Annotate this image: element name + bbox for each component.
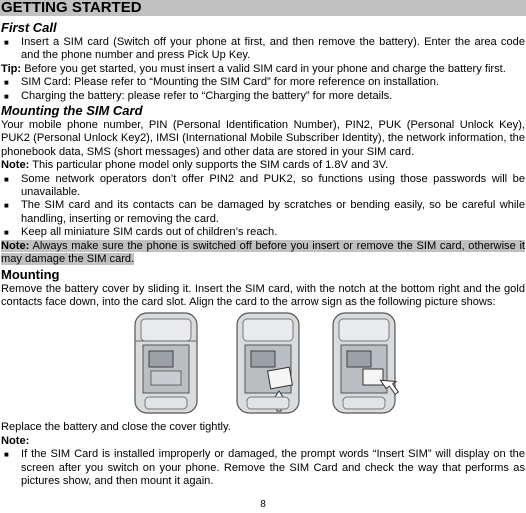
phone-sim-mounted-illustration	[327, 311, 407, 417]
bullet-icon: ■	[4, 38, 9, 47]
first-call-list	[1, 36, 525, 63]
sim-voltage-note: Note: This particular phone model only supports the SIM cards of 1.8V and 3V.	[1, 159, 389, 172]
mounting-heading: Mounting	[1, 266, 60, 282]
sim-caution-list	[1, 173, 525, 240]
list-item: ■ Some network operators don’t offer PIN2 and PUK2, so functions using those passwords will be unavailable.	[4, 172, 525, 199]
mounting-paragraph: Remove the battery cover by sliding it. Insert the SIM card, with the notch at the bottom right and the gold contacts face down, into the card slot. Align the card to the arrow sign as the following picture shows:	[1, 282, 525, 308]
sim-info-paragraph: Your mobile phone number, PIN (Personal Identification Number), PIN2, PUK (Personal Unlock Key), PUK2 (Personal Unlock Key2), IMSI (International Mobile Subscriber Identity), the network information, the phonebook data, SMS (short messages) and other data are stored in your SIM card.	[1, 119, 525, 158]
tip-paragraph: Tip: Before you get started, you must insert a valid SIM card in your phone and charge the battery first.	[1, 62, 506, 75]
bullet-icon: ■	[4, 91, 9, 101]
tip-label: Tip:	[1, 62, 22, 75]
phone-back-open-illustration	[129, 311, 209, 417]
bullet-icon: ■	[4, 78, 9, 88]
page-number: 8	[260, 499, 266, 510]
first-call-heading: First Call	[1, 20, 57, 35]
bullet-icon: ■	[4, 228, 9, 238]
content-flow	[1, 20, 525, 488]
mounting-note-list	[1, 448, 525, 488]
switch-off-warning: Note: Always make sure the phone is switched off before you insert or remove the SIM card, otherwise it may damage the SIM card.	[1, 239, 525, 266]
mounting-sim-heading: Mounting the SIM Card	[1, 103, 143, 119]
list-item: ■ SIM Card: Please refer to “Mounting the SIM Card” for more reference on installation.	[4, 76, 440, 89]
list-item: ■ Charging the battery: please refer to “Charging the battery” for more details.	[4, 89, 393, 102]
sim-installation-illustrations	[1, 311, 525, 419]
first-call-list-2	[1, 76, 525, 103]
bullet-icon: ■	[4, 201, 9, 211]
bullet-icon: ■	[4, 174, 9, 184]
list-item: ■ Insert a SIM card (Switch off your phone at first, and then remove the battery). Enter the area code and the phone number and press Pick Up Key.	[4, 36, 525, 62]
replace-battery-text: Replace the battery and close the cover tightly.	[1, 421, 231, 434]
section-title: GETTING STARTED	[0, 0, 526, 16]
mounting-note-label: Note:	[1, 434, 30, 447]
list-item: ■ The SIM card and its contacts can be damaged by scratches or bending easily, so be careful while handling, inserting or removing the card.	[4, 199, 525, 225]
phone-sim-insert-illustration	[229, 311, 309, 417]
bullet-icon: ■	[4, 450, 9, 460]
list-item: ■ If the SIM Card is installed improperly or damaged, the prompt words “Insert SIM” will display on the screen after you switch on your phone. Remove the SIM Card and check the way that performs as pictures show, and then mount it again.	[4, 448, 525, 487]
list-item: ■ Keep all miniature SIM cards out of children’s reach.	[4, 226, 278, 239]
